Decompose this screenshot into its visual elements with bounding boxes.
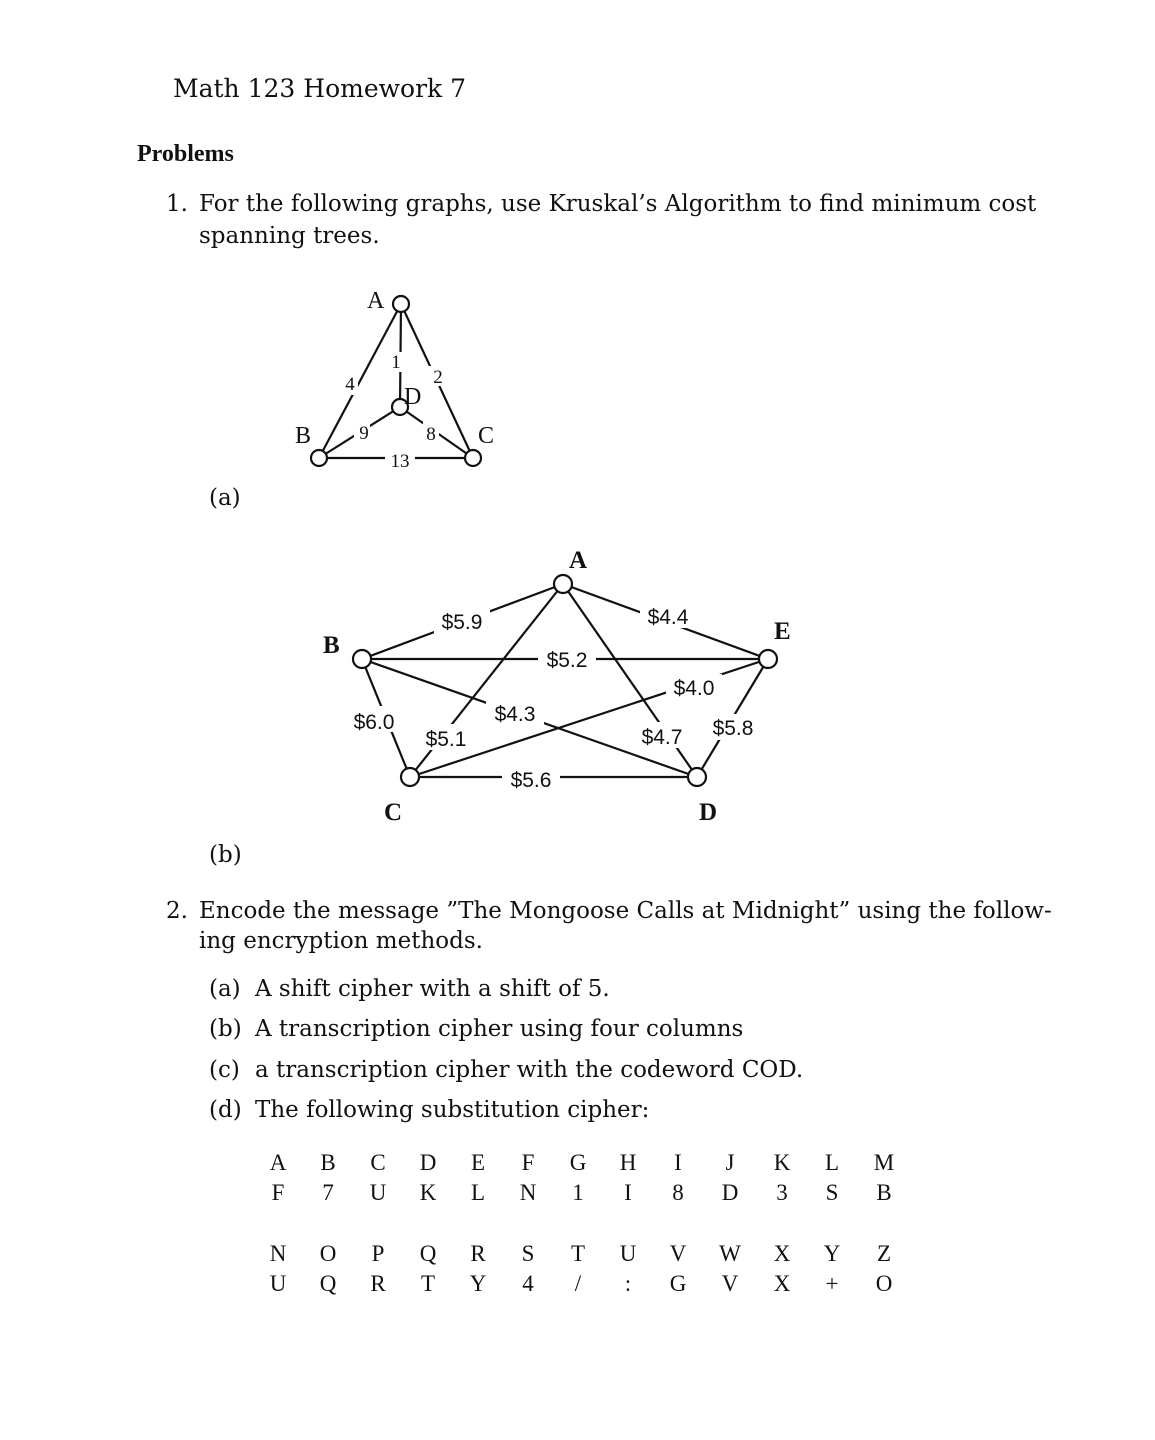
node-label: C: [478, 423, 495, 449]
node-label: B: [295, 423, 312, 449]
node-label: B: [323, 632, 340, 659]
weight-label: $5.9: [441, 611, 483, 634]
cipher-cell: H: [619, 1150, 637, 1175]
cipher-table-2: [258, 1241, 908, 1301]
cipher-cell: X: [773, 1271, 791, 1296]
node-e: [759, 650, 777, 668]
cipher-cell: R: [370, 1271, 386, 1296]
cipher-cell: Y: [823, 1241, 841, 1266]
node-c: [465, 450, 481, 466]
node-label: A: [367, 288, 385, 314]
cipher-cell: T: [420, 1271, 436, 1296]
cipher-cell: B: [320, 1150, 336, 1175]
weight-label: $4.7: [641, 726, 683, 749]
cipher-cell: V: [721, 1271, 739, 1296]
cipher-cell: C: [370, 1150, 386, 1175]
problem-2-text-line2: ing encryption methods.: [199, 928, 483, 954]
cipher-cell: K: [419, 1180, 437, 1205]
cipher-cell: U: [619, 1241, 637, 1266]
weight-label: $4.0: [673, 677, 715, 700]
cipher-plain-row-2: [258, 1241, 908, 1271]
cipher-cell: U: [269, 1271, 287, 1296]
cipher-cell: /: [574, 1271, 582, 1296]
problem-2-text-line1: Encode the message ”The Mongoose Calls at Midnight” using the follow-: [199, 898, 1052, 924]
cipher-plain-row-1: [258, 1150, 908, 1180]
cipher-cell: :: [624, 1271, 632, 1296]
cipher-cell: F: [521, 1150, 535, 1175]
graph-b: [310, 540, 800, 840]
node-label: C: [384, 799, 403, 826]
part-label: (d): [209, 1097, 242, 1123]
weight-label: $5.1: [425, 728, 467, 751]
weight-label: 2: [433, 367, 443, 388]
graph-a: [280, 280, 510, 480]
cipher-cell: 4: [522, 1271, 534, 1296]
node-b: [353, 650, 371, 668]
problem-1-number: 1.: [166, 191, 188, 217]
cipher-code-row-2: [258, 1271, 908, 1301]
node-label: D: [404, 384, 422, 410]
cipher-cell: S: [825, 1180, 839, 1205]
node-label: E: [774, 618, 791, 645]
node-d: [688, 768, 706, 786]
document-header: Math 123 Homework 7: [173, 74, 467, 103]
cipher-cell: +: [825, 1271, 839, 1296]
cipher-cell: 8: [672, 1180, 684, 1205]
cipher-cell: N: [269, 1241, 287, 1266]
cipher-cell: S: [521, 1241, 535, 1266]
node-a: [393, 296, 409, 312]
weight-label: 8: [426, 424, 436, 445]
section-title: Problems: [137, 141, 234, 167]
part-text: a transcription cipher with the codeword COD.: [255, 1057, 804, 1083]
cipher-cell: E: [470, 1150, 486, 1175]
part-a-label: (a): [209, 485, 241, 511]
node-label: D: [699, 799, 718, 826]
part-label: (c): [209, 1057, 240, 1083]
cipher-cell: Q: [319, 1271, 337, 1296]
cipher-cell: X: [773, 1241, 791, 1266]
part-label: (a): [209, 976, 241, 1002]
cipher-cell: P: [371, 1241, 385, 1266]
problem-1-text-line2: spanning trees.: [199, 223, 380, 249]
cipher-cell: I: [674, 1150, 682, 1175]
cipher-cell: I: [624, 1180, 632, 1205]
cipher-cell: L: [470, 1180, 486, 1205]
part-label: (b): [209, 1016, 242, 1042]
weight-label: $5.2: [546, 649, 588, 672]
weight-label: $5.8: [712, 717, 754, 740]
cipher-cell: B: [876, 1180, 892, 1205]
cipher-cell: O: [319, 1241, 337, 1266]
cipher-cell: D: [419, 1150, 437, 1175]
node-label: A: [569, 547, 588, 574]
problem-1-text-line1: For the following graphs, use Kruskal’s Algorithm to find minimum cost: [199, 191, 1037, 217]
cipher-cell: F: [271, 1180, 285, 1205]
cipher-cell: O: [875, 1271, 893, 1296]
cipher-cell: D: [721, 1180, 739, 1205]
weight-label: 4: [345, 374, 355, 395]
node-a: [554, 575, 572, 593]
cipher-cell: R: [470, 1241, 486, 1266]
cipher-cell: 1: [572, 1180, 584, 1205]
cipher-code-row-1: [258, 1180, 908, 1210]
weight-label: 13: [390, 451, 410, 472]
weight-label: $4.3: [494, 703, 536, 726]
cipher-cell: G: [569, 1150, 587, 1175]
part-b-label: (b): [209, 842, 242, 868]
cipher-cell: Q: [419, 1241, 437, 1266]
node-c: [401, 768, 419, 786]
weight-label: $5.6: [510, 769, 552, 792]
cipher-cell: Z: [876, 1241, 892, 1266]
cipher-cell: T: [570, 1241, 586, 1266]
cipher-cell: U: [369, 1180, 387, 1205]
part-text: A shift cipher with a shift of 5.: [255, 976, 610, 1002]
cipher-cell: N: [519, 1180, 537, 1205]
cipher-cell: G: [669, 1271, 687, 1296]
cipher-cell: M: [873, 1150, 895, 1175]
weight-label: $4.4: [647, 606, 689, 629]
cipher-cell: W: [719, 1241, 741, 1266]
problem-2-number: 2.: [166, 898, 188, 924]
part-text: The following substitution cipher:: [255, 1097, 650, 1123]
weight-label: 1: [391, 352, 401, 373]
cipher-cell: A: [269, 1150, 287, 1175]
cipher-cell: V: [669, 1241, 687, 1266]
cipher-table: [258, 1150, 908, 1210]
node-b: [311, 450, 327, 466]
weight-label: 9: [359, 423, 369, 444]
cipher-cell: 3: [776, 1180, 788, 1205]
cipher-cell: L: [824, 1150, 840, 1175]
weight-label: $6.0: [353, 711, 395, 734]
cipher-cell: K: [773, 1150, 791, 1175]
cipher-cell: J: [725, 1150, 735, 1175]
cipher-cell: Y: [469, 1271, 487, 1296]
part-text: A transcription cipher using four columns: [255, 1016, 744, 1042]
cipher-cell: 7: [322, 1180, 334, 1205]
